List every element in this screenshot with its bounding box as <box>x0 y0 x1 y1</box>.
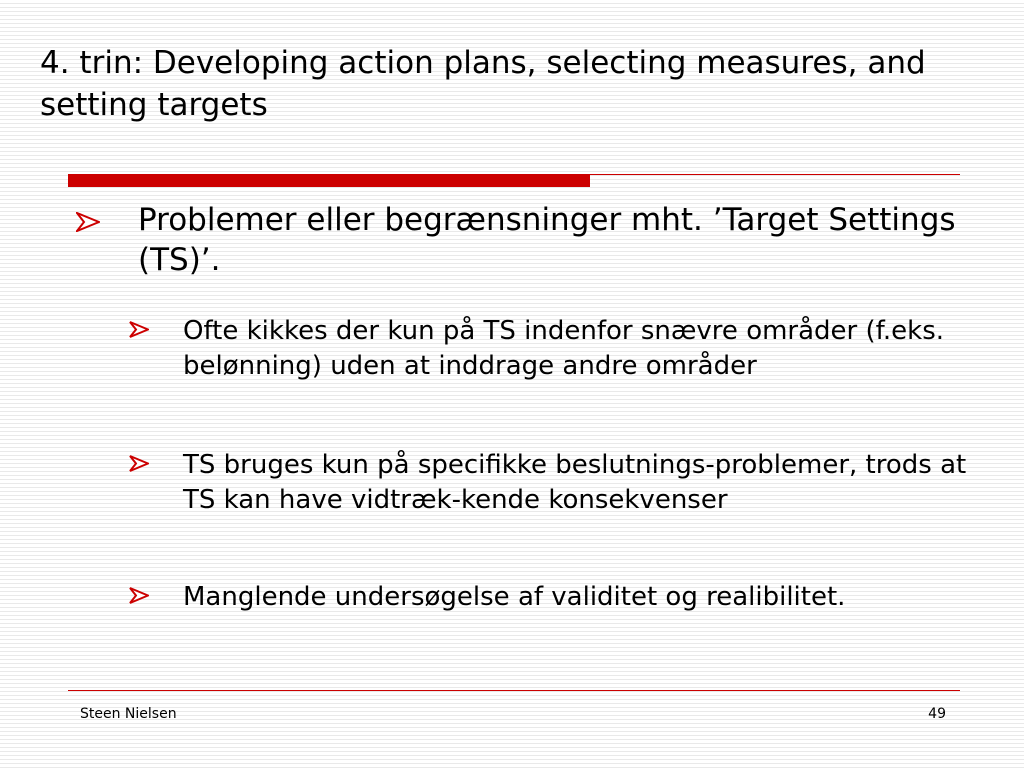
bullet-item-main <box>76 200 976 280</box>
arrow-bullet-icon <box>76 212 100 232</box>
arrow-bullet-icon <box>129 455 149 472</box>
footer-author: Steen Nielsen <box>80 706 177 722</box>
sub-bullet-text: Manglende undersøgelse af validitet og realibilitet. <box>183 582 846 612</box>
sub-bullet-item <box>129 314 969 384</box>
accent-line <box>590 174 960 175</box>
slide-title: 4. trin: Developing action plans, selecting measures, and setting targets <box>40 45 926 123</box>
sub-bullet-item <box>129 580 969 615</box>
bullet-text: Problemer eller begrænsninger mht. ’Target Settings (TS)’. <box>138 202 956 278</box>
sub-bullet-text: TS bruges kun på specifikke beslutnings-problemer, trods at TS kan have vidtræk-kende konsekvenser <box>183 450 967 515</box>
sub-bullet-item <box>129 448 969 518</box>
arrow-bullet-icon <box>129 587 149 604</box>
title-accent-rule <box>68 174 960 187</box>
accent-bar <box>68 174 590 187</box>
sub-bullet-text: Ofte kikkes der kun på TS indenfor snævre områder (f.eks. belønning) uden at inddrage andre områder <box>183 316 945 381</box>
page-number: 49 <box>928 706 946 722</box>
footer-rule <box>68 690 960 691</box>
arrow-bullet-icon <box>129 321 149 338</box>
